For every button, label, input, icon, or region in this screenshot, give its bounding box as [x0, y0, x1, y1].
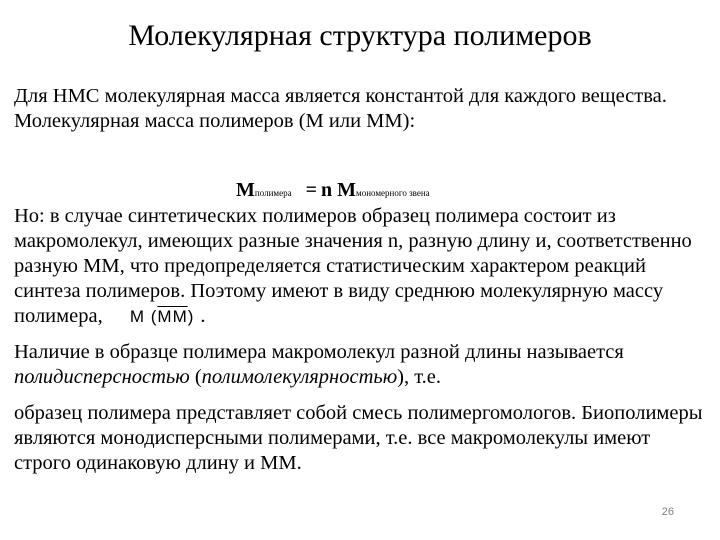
formula-lhs: M: [236, 179, 255, 201]
polydispersity-end: ), т.е.: [397, 366, 442, 388]
formula-rhs: M: [337, 179, 357, 201]
page-number: 26: [661, 506, 674, 518]
formula-rhs-subscript: мономерного звена: [356, 188, 430, 198]
avg-mm-overline: $\overline{MM}$: [157, 307, 188, 326]
polydispersity-start: Наличие в образце полимера макромолекул разной длины называется: [14, 341, 624, 363]
term-polydispersity: полидисперсностью: [14, 366, 190, 388]
paragraph-biopolymers: образец полимера представляет собой смесь полимергомологов. Биополимеры являются монодисперсными полимерами, т.е. все макромолекулы имеют строго одинаковую длину и ММ.: [14, 402, 703, 474]
formula-equals: =: [305, 179, 317, 201]
formula-lhs-subscript: полимера: [254, 188, 292, 198]
term-polymolecularity: полимолекулярностью: [201, 366, 398, 388]
paragraph-polydispersity: [14, 340, 704, 390]
paragraph-synthetic-polymers: [14, 204, 704, 329]
paragraph-synthetic-end: .: [200, 305, 206, 327]
polydispersity-mid: (: [189, 366, 202, 388]
slide-title: Молекулярная структура полимеров: [128, 19, 592, 52]
paragraph-synthetic-text: Но: в случае синтетических полимеров образец полимера состоит из макромолекул, имеющих разные значения n, разную длину и, соответственно разную ММ, что предопределяется статистическим характером реакций синтеза полимеров. Поэтому имеют в виду среднюю молекулярную массу полимера,: [14, 205, 692, 327]
avg-m: M: [129, 307, 145, 326]
molecular-mass-formula: [236, 178, 430, 205]
paragraph-intro: Для НМС молекулярная масса является константой для каждого вещества. Молекулярная масса полимеров (М или ММ):: [14, 85, 667, 132]
avg-close-paren: ): [187, 307, 195, 326]
formula-n: n: [321, 179, 333, 201]
average-mass-formula: [130, 304, 195, 329]
avg-open-paren: (: [150, 307, 158, 326]
